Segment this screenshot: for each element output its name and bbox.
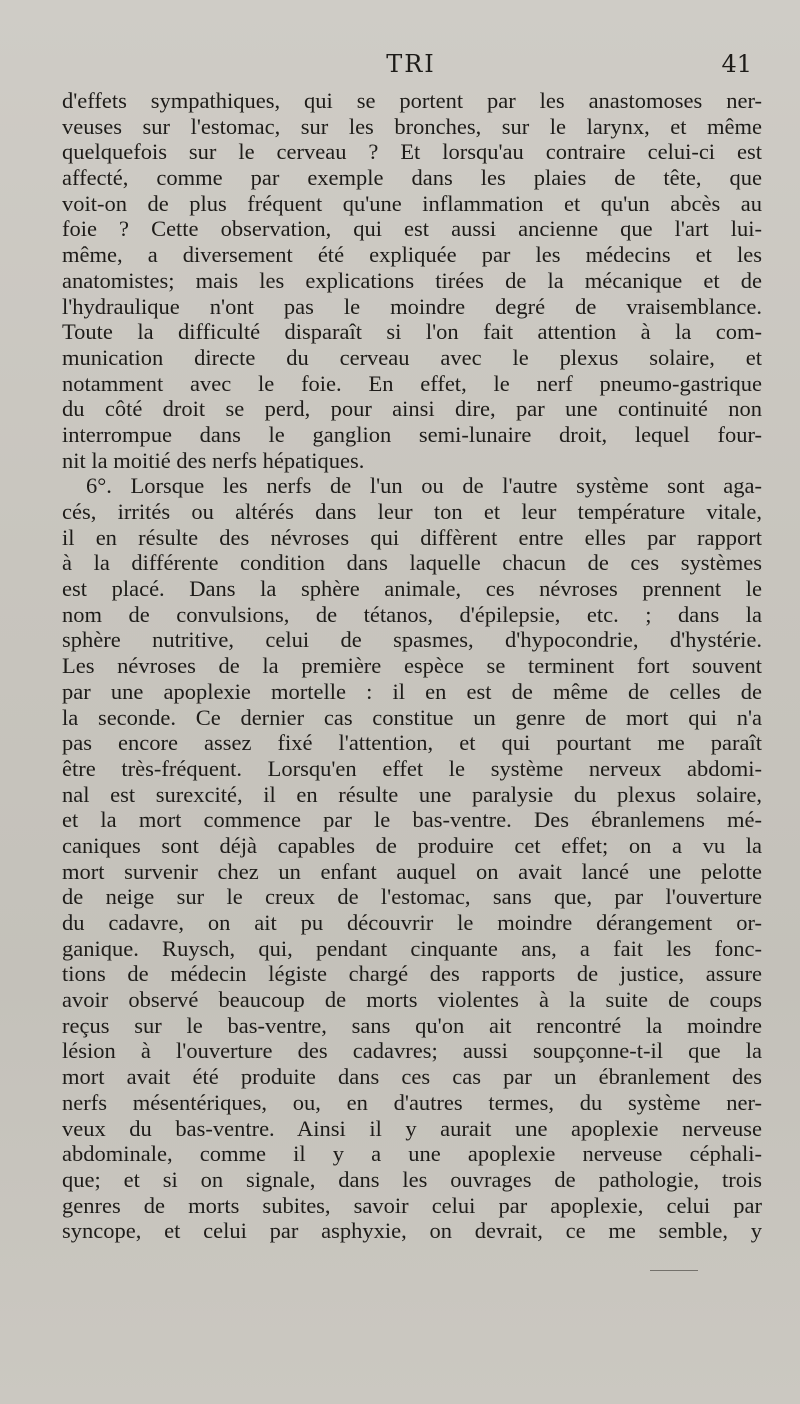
text-line: que; et si on signale, dans les ouvrages de pathologie, trois [62, 1166, 762, 1192]
text-line: et la mort commence par le bas-ventre. Des ébranlemens mé- [62, 807, 762, 833]
text-line: foie ? Cette observation, qui est aussi ancienne que l'art lui- [62, 216, 762, 242]
text-line: 6°. Lorsque les nerfs de l'un ou de l'autre système sont aga- [86, 473, 762, 499]
text-line: cés, irrités ou altérés dans leur ton et leur température vitale, [62, 499, 762, 524]
text-line: il en résulte des névroses qui diffèrent entre elles par rapport [62, 524, 762, 550]
text-line: reçus sur le bas-ventre, sans qu'on ait rencontré la moindre [62, 1012, 762, 1038]
text-line: même, a diversement été expliquée par les médecins et les [62, 242, 762, 268]
text-line: veux du bas-ventre. Ainsi il y aurait une apoplexie nerveuse [62, 1115, 762, 1141]
text-line: Toute la difficulté disparaît si l'on fait attention à la com- [62, 319, 762, 345]
text-line: tions de médecin légiste chargé des rapports de justice, assure [62, 961, 762, 987]
text-line: sphère nutritive, celui de spasmes, d'hypocondrie, d'hystérie. [62, 627, 762, 653]
text-line: munication directe du cerveau avec le plexus solaire, et [62, 344, 762, 370]
text-line: du côté droit se perd, pour ainsi dire, par une continuité non [62, 396, 762, 422]
text-line: lésion à l'ouverture des cadavres; aussi soupçonne-t-il que la [62, 1038, 762, 1064]
text-line: veuses sur l'estomac, sur les bronches, sur le larynx, et même [62, 113, 762, 139]
text-line: voit-on de plus fréquent qu'une inflammation et qu'un abcès au [62, 190, 762, 216]
body-text [62, 88, 762, 1244]
text-line: mort avait été produite dans ces cas par un ébranlement des [62, 1064, 762, 1090]
text-line: syncope, et celui par asphyxie, on devrait, ce me semble, y [62, 1218, 762, 1244]
text-line: nerfs mésentériques, ou, en d'autres termes, du système ner- [62, 1089, 762, 1115]
text-line: affecté, comme par exemple dans les plaies de tête, que [62, 165, 762, 191]
text-line: notamment avec le foie. En effet, le nerf pneumo-gastrique [62, 370, 762, 396]
text-line: nit la moitié des nerfs hépatiques. [62, 447, 365, 473]
text-line: Les névroses de la première espèce se terminent fort souvent [62, 653, 762, 679]
text-line: la seconde. Ce dernier cas constitue un genre de mort qui n'a [62, 704, 762, 730]
text-line: ganique. Ruysch, qui, pendant cinquante ans, a fait les fonc- [62, 935, 762, 961]
text-line: à la différente condition dans laquelle chacun de ces systèmes [62, 550, 762, 576]
text-line: mort survenir chez un enfant auquel on avait lancé une pelotte [62, 858, 762, 884]
text-line: est placé. Dans la sphère animale, ces névroses prennent le [62, 576, 762, 602]
text-line: pas encore assez fixé l'attention, et qui pourtant me paraît [62, 730, 762, 756]
page-number: 41 [721, 50, 752, 78]
text-line: l'hydraulique n'ont pas le moindre degré de vraisemblance. [62, 293, 762, 319]
text-line: interrompue dans le ganglion semi-lunaire droit, lequel four- [62, 421, 762, 447]
text-line: du cadavre, on ait pu découvrir le moindre dérangement or- [62, 910, 762, 935]
text-line: anatomistes; mais les explications tirées de la mécanique et de [62, 267, 762, 293]
text-line: nom de convulsions, de tétanos, d'épilepsie, etc. ; dans la [62, 601, 762, 627]
text-line: nal est surexcité, il en résulte une paralysie du plexus solaire, [62, 781, 762, 807]
text-line: être très-fréquent. Lorsqu'en effet le système nerveux abdomi- [62, 755, 762, 781]
catchword-rule [650, 1270, 698, 1271]
text-line: par une apoplexie mortelle : il en est de même de celles de [62, 678, 762, 704]
page-header [62, 50, 760, 90]
text-line: caniques sont déjà capables de produire cet effet; on a vu la [62, 832, 762, 858]
text-line: abdominale, comme il y a une apoplexie nerveuse céphali- [62, 1141, 762, 1167]
text-line: quelquefois sur le cerveau ? Et lorsqu'au contraire celui-ci est [62, 139, 762, 165]
text-line: avoir observé beaucoup de morts violentes à la suite de coups [62, 987, 762, 1013]
text-line: genres de morts subites, savoir celui par apoplexie, celui par [62, 1192, 762, 1218]
text-line: d'effets sympathiques, qui se portent par les anastomoses ner- [62, 88, 762, 113]
running-head: TRI [386, 50, 436, 78]
text-line: de neige sur le creux de l'estomac, sans que, par l'ouverture [62, 884, 762, 910]
